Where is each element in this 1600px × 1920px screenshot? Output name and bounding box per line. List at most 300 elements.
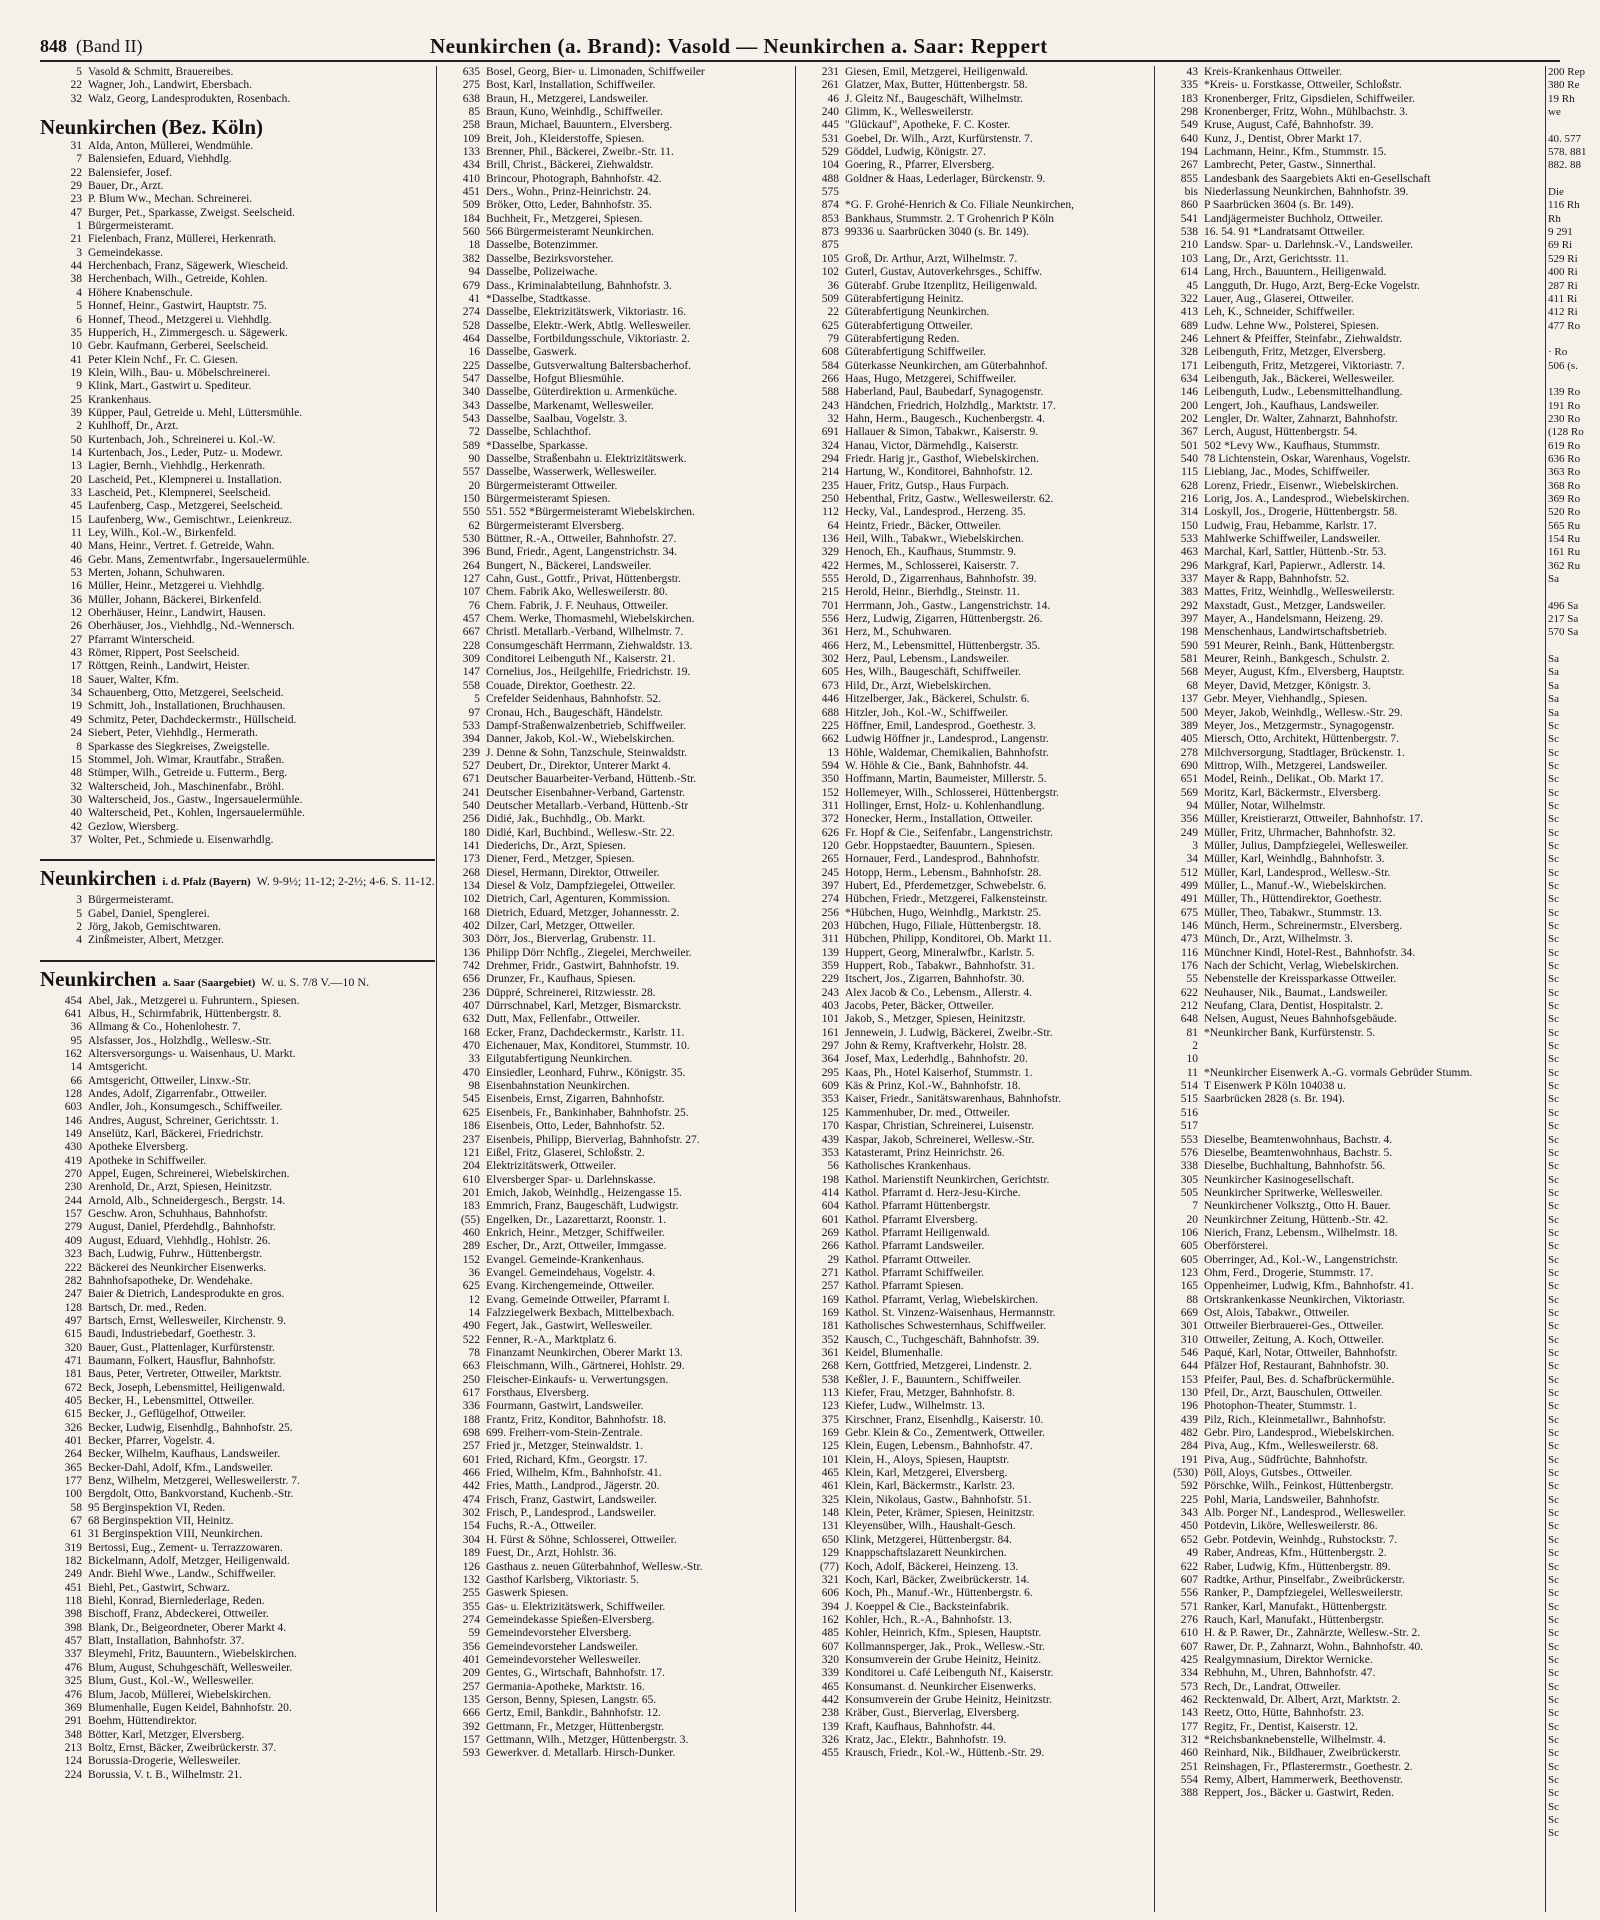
entry-number: 135 bbox=[462, 1693, 480, 1706]
directory-entry bbox=[438, 226, 793, 239]
directory-entry bbox=[40, 1582, 435, 1595]
entry-text: Eisenbeis, Ernst, Zigarren, Bahnhofstr. bbox=[486, 1093, 665, 1106]
entry-text: Raber, Andreas, Kfm., Hüttenbergstr. 2. bbox=[1204, 1547, 1387, 1560]
entry-number: 105 bbox=[821, 252, 839, 265]
entry-number: 476 bbox=[64, 1688, 82, 1701]
entry-number: 169 bbox=[821, 1306, 839, 1319]
edge-fragment: 506 (s. bbox=[1548, 359, 1578, 372]
entry-text: Lorig, Jos. A., Landesprod., Wiebelskirchen. bbox=[1204, 493, 1410, 505]
entry-number: 296 bbox=[1180, 559, 1198, 572]
entry-text: Walz, Georg, Landesprodukten, Rosenbach. bbox=[88, 92, 291, 105]
edge-fragment: Sc bbox=[1548, 839, 1559, 852]
entry-number: 102 bbox=[462, 893, 480, 906]
directory-entry bbox=[40, 407, 435, 420]
entry-text: Haas, Hugo, Metzgerei, Schiffweiler. bbox=[845, 372, 1017, 385]
entry-number: 61 bbox=[70, 1528, 82, 1541]
entry-number: 230 bbox=[64, 1181, 82, 1194]
directory-entry bbox=[438, 66, 793, 79]
directory-entry bbox=[797, 440, 1152, 453]
entry-number: 340 bbox=[462, 386, 480, 399]
directory-entry bbox=[797, 1654, 1152, 1667]
directory-entry bbox=[438, 920, 793, 933]
directory-entry bbox=[40, 995, 435, 1008]
entry-text: Goldner & Haas, Lederlager, Bürckenstr. 9. bbox=[845, 172, 1046, 185]
entry-number: 689 bbox=[1180, 319, 1198, 332]
directory-entry bbox=[797, 626, 1152, 639]
entry-number: 153 bbox=[1180, 1373, 1198, 1386]
entry-text: Müller, Julius, Dampfziegelei, Wellesweiler. bbox=[1204, 839, 1409, 852]
entry-number: 509 bbox=[821, 292, 839, 305]
entry-number: 430 bbox=[64, 1141, 82, 1154]
entry-text: Evangel. Gemeindehaus, Vogelstr. 4. bbox=[486, 1266, 656, 1279]
entry-text: Dasselbe, Polizeiwache. bbox=[486, 266, 598, 279]
directory-entry bbox=[1156, 1547, 1542, 1560]
edge-fragment: Sc bbox=[1548, 1627, 1559, 1640]
directory-entry bbox=[438, 1240, 793, 1253]
entry-number: 465 bbox=[821, 1467, 839, 1480]
entry-number: 148 bbox=[821, 1507, 839, 1520]
entry-text: Crefelder Seidenhaus, Bahnhofstr. 52. bbox=[486, 693, 662, 706]
entry-text: Müller, Th., Hüttendirektor, Goethestr. bbox=[1204, 893, 1382, 906]
entry-text: Hübchen, Friedr., Metzgerei, Falkensteinstr. bbox=[845, 893, 1048, 906]
entry-number: 68 bbox=[1186, 679, 1198, 692]
entry-number: 556 bbox=[821, 613, 839, 626]
entry-text: Gaswerk Spiesen. bbox=[486, 1587, 569, 1600]
entry-text: Kathol. Pfarramt d. Herz-Jesu-Kirche. bbox=[845, 1186, 1021, 1199]
entry-number: 9 bbox=[76, 380, 82, 393]
directory-entry bbox=[797, 1334, 1152, 1347]
directory-entry bbox=[1156, 1174, 1542, 1187]
entry-number: 33 bbox=[468, 1053, 480, 1066]
directory-entry bbox=[1156, 1614, 1542, 1627]
entry-number: 249 bbox=[1180, 826, 1198, 839]
entry-number: 397 bbox=[821, 879, 839, 892]
directory-entry bbox=[1156, 880, 1542, 893]
entry-number: 457 bbox=[462, 613, 480, 626]
directory-entry bbox=[1156, 1374, 1542, 1387]
entry-text: *Neunkircher Bank, Kurfürstenstr. 5. bbox=[1204, 1026, 1376, 1039]
directory-entry bbox=[40, 180, 435, 193]
directory-entry bbox=[40, 647, 435, 660]
entry-number: 605 bbox=[821, 666, 839, 679]
entry-text: Dasselbe, Elektrizitätswerk, Viktoriastr. 16. bbox=[486, 306, 686, 319]
directory-entry bbox=[1156, 1254, 1542, 1267]
edge-fragment: Sc bbox=[1548, 1000, 1559, 1013]
directory-entry bbox=[438, 173, 793, 186]
entry-text: Hubert, Ed., Pferdemetzger, Schwebelstr. 6. bbox=[845, 879, 1047, 892]
entry-text: Emich, Jakob, Weinhdlg., Heizengasse 15. bbox=[486, 1186, 682, 1199]
entry-number: 365 bbox=[64, 1461, 82, 1474]
entry-number: 672 bbox=[64, 1381, 82, 1394]
directory-entry bbox=[438, 1387, 793, 1400]
entry-number: 601 bbox=[821, 1213, 839, 1226]
directory-entry bbox=[1156, 1013, 1542, 1026]
directory-entry bbox=[1156, 493, 1542, 506]
entry-number: 593 bbox=[462, 1747, 480, 1760]
directory-entry bbox=[1156, 1681, 1542, 1694]
edge-fragment: Sc bbox=[1548, 1200, 1559, 1213]
entry-text: Gasthof Karlsberg, Viktoriastr. 5. bbox=[486, 1573, 639, 1586]
entry-text: Bartsch, Ernst, Wellesweiler, Kirchenstr. 9. bbox=[88, 1314, 287, 1327]
directory-entry bbox=[438, 1601, 793, 1614]
entry-number: 470 bbox=[462, 1040, 480, 1053]
entry-number: 19 bbox=[70, 700, 82, 713]
entry-text: Kathol. Pfarramt Landsweiler. bbox=[845, 1240, 985, 1253]
entry-text: Klein, Eugen, Lebensm., Bahnhofstr. 47. bbox=[845, 1440, 1033, 1453]
edge-fragment: Sc bbox=[1548, 1280, 1559, 1293]
entry-text: Hornauer, Ferd., Landesprod., Bahnhofstr. bbox=[845, 853, 1040, 866]
entry-number: 132 bbox=[462, 1573, 480, 1586]
entry-text: Photophon-Theater, Stummstr. 1. bbox=[1204, 1400, 1357, 1413]
entry-number: 590 bbox=[1180, 639, 1198, 652]
directory-entry bbox=[797, 186, 1152, 199]
entry-text: Kathol. Pfarramt Hüttenbergstr. bbox=[845, 1200, 991, 1213]
directory-entry bbox=[1156, 1761, 1542, 1774]
entry-text: Borussia, V. t. B., Wilhelmstr. 21. bbox=[88, 1768, 243, 1781]
entry-number: 188 bbox=[462, 1413, 480, 1426]
edge-fragment: Sc bbox=[1548, 1440, 1559, 1453]
directory-entry bbox=[438, 800, 793, 813]
entry-text: Dasselbe, Wasserwerk, Wellesweiler. bbox=[486, 466, 657, 479]
directory-entry bbox=[1156, 1467, 1542, 1480]
entry-number: 165 bbox=[1180, 1280, 1198, 1293]
entry-number: 409 bbox=[64, 1234, 82, 1247]
directory-entry bbox=[40, 380, 435, 393]
section-heading-pfalz bbox=[40, 859, 435, 894]
entry-text: Meyer, August, Kfm., Elversberg, Hauptstr. bbox=[1204, 666, 1405, 679]
directory-entry bbox=[797, 1294, 1152, 1307]
directory-entry bbox=[1156, 1440, 1542, 1453]
entry-number: 49 bbox=[1186, 1547, 1198, 1560]
entry-number: 312 bbox=[1180, 1733, 1198, 1746]
entry-number: 329 bbox=[821, 546, 839, 559]
entry-number: 141 bbox=[462, 839, 480, 852]
entry-number: 2 bbox=[76, 920, 82, 933]
edge-fragment bbox=[1548, 373, 1600, 386]
entry-text: Christl. Metallarb.-Verband, Wilhelmstr. 7. bbox=[486, 626, 684, 639]
entry-number: 634 bbox=[1180, 372, 1198, 385]
entry-text: Lagier, Bernh., Viehhdlg., Herkenrath. bbox=[88, 460, 266, 473]
entry-text: Meyer, David, Metzger, Königstr. 3. bbox=[1204, 679, 1371, 692]
directory-entry bbox=[438, 199, 793, 212]
entry-number: 256 bbox=[462, 813, 480, 826]
entry-text: Neufang, Clara, Dentist, Hospitalstr. 2. bbox=[1204, 1000, 1384, 1013]
entry-number: 295 bbox=[821, 1066, 839, 1079]
entry-number: 455 bbox=[821, 1747, 839, 1760]
directory-entry bbox=[438, 266, 793, 279]
directory-entry bbox=[438, 1667, 793, 1680]
entry-number: 442 bbox=[462, 1480, 480, 1493]
directory-entry bbox=[40, 273, 435, 286]
entry-number: 36 bbox=[827, 279, 839, 292]
entry-number: 667 bbox=[462, 626, 480, 639]
entry-text: Deubert, Dr., Direktor, Unterer Markt 4. bbox=[486, 759, 671, 772]
entry-number: 601 bbox=[462, 1453, 480, 1466]
entry-number: 250 bbox=[462, 1373, 480, 1386]
directory-entry bbox=[1156, 1200, 1542, 1213]
entry-text: Dampf-Straßenwalzenbetrieb, Schiffweiler. bbox=[486, 719, 687, 732]
entry-text: 16. 54. 91 *Landratsamt Ottweiler. bbox=[1204, 226, 1365, 239]
directory-entry bbox=[797, 66, 1152, 79]
edge-fragment: Sc bbox=[1548, 1560, 1559, 1573]
directory-entry bbox=[40, 153, 435, 166]
entry-number: 10 bbox=[1186, 1053, 1198, 1066]
entry-number: 603 bbox=[64, 1101, 82, 1114]
entry-number: 94 bbox=[468, 266, 480, 279]
directory-entry bbox=[40, 1101, 435, 1114]
entry-text: Bartsch, Dr. med., Reden. bbox=[88, 1301, 207, 1314]
directory-entry bbox=[797, 1520, 1152, 1533]
edge-fragment: 412 Ri bbox=[1548, 306, 1578, 319]
directory-entry bbox=[40, 781, 435, 794]
edge-fragment: 565 Ru bbox=[1548, 519, 1581, 532]
entry-number: 268 bbox=[821, 1360, 839, 1373]
entry-text: Josef, Max, Lederhdlg., Bahnhofstr. 20. bbox=[845, 1053, 1028, 1066]
entry-text: Andr. Biehl Wwe., Landw., Schiffweiler. bbox=[88, 1568, 276, 1581]
entry-text: Burger, Pet., Sparkasse, Zweigst. Seelscheid. bbox=[88, 206, 295, 219]
entry-number: 305 bbox=[1180, 1173, 1198, 1186]
directory-entry bbox=[1156, 600, 1542, 613]
directory-entry bbox=[40, 554, 435, 567]
directory-entry bbox=[438, 867, 793, 880]
entry-text: Keßler, J. F., Bauuntern., Schiffweiler. bbox=[845, 1373, 1022, 1386]
directory-entry bbox=[1156, 907, 1542, 920]
entry-text: Lang, Dr., Arzt, Gerichtsstr. 11. bbox=[1204, 252, 1349, 265]
entry-text: Dasselbe, Markenamt, Wellesweiler. bbox=[486, 399, 654, 412]
edge-fragment: Sc bbox=[1548, 1827, 1559, 1840]
edge-fragment: 154 Ru bbox=[1548, 533, 1581, 546]
entry-text: Koch, Karl, Bäcker, Zweibrückerstr. 14. bbox=[845, 1573, 1030, 1586]
entry-text: Klein, Karl, Bäckermstr., Karlstr. 23. bbox=[845, 1480, 1015, 1493]
entry-text: Abel, Jak., Metzgerei u. Fuhruntern., Spiesen. bbox=[88, 994, 300, 1007]
edge-fragment: 217 Sa bbox=[1548, 613, 1579, 626]
entry-number: 225 bbox=[462, 359, 480, 372]
entry-number: 162 bbox=[821, 1613, 839, 1626]
entry-number: 605 bbox=[1180, 1253, 1198, 1266]
entry-number: 860 bbox=[1180, 199, 1198, 212]
edge-fragment: Sc bbox=[1548, 1587, 1559, 1600]
entry-text: *Reichsbanknebenstelle, Wilhelmstr. 4. bbox=[1204, 1733, 1386, 1746]
entry-number: 555 bbox=[821, 573, 839, 586]
entry-number: 250 bbox=[821, 493, 839, 505]
entry-number: 398 bbox=[64, 1621, 82, 1634]
directory-entry bbox=[40, 1555, 435, 1568]
entry-number: 32 bbox=[70, 92, 82, 105]
entry-text: Potdevin, Liköre, Wellesweilerstr. 86. bbox=[1204, 1520, 1378, 1533]
entry-text: Klink, Metzgerei, Hüttenbergstr. 84. bbox=[845, 1533, 1012, 1546]
column-4 bbox=[1156, 66, 1542, 1916]
entry-number: 101 bbox=[821, 1453, 839, 1466]
directory-entry bbox=[438, 1747, 793, 1760]
entry-number: 265 bbox=[821, 853, 839, 866]
entry-text: Fleischmann, Wilh., Gärtnerei, Hohlstr. 29. bbox=[486, 1360, 685, 1373]
entry-number: 47 bbox=[70, 206, 82, 219]
entry-number: 397 bbox=[1180, 613, 1198, 626]
entry-text: Bürgermeisteramt. bbox=[88, 220, 174, 233]
directory-entry bbox=[438, 1614, 793, 1627]
directory-entry bbox=[797, 853, 1152, 866]
directory-entry bbox=[797, 1614, 1152, 1627]
entry-number: 88 bbox=[1186, 1293, 1198, 1306]
edge-fragment: 40. 577 bbox=[1548, 132, 1581, 145]
entry-number: 690 bbox=[1180, 759, 1198, 772]
directory-entry bbox=[438, 1027, 793, 1040]
entry-number: 625 bbox=[462, 1106, 480, 1119]
directory-entry bbox=[438, 1000, 793, 1013]
directory-entry bbox=[40, 193, 435, 206]
entry-number: 594 bbox=[821, 759, 839, 772]
entry-text: Geschw. Aron, Schuhhaus, Bahnhofstr. bbox=[88, 1208, 268, 1221]
directory-entry bbox=[40, 287, 435, 300]
entry-number: 2 bbox=[1192, 1040, 1198, 1053]
directory-entry bbox=[438, 600, 793, 613]
entry-number: 40 bbox=[70, 540, 82, 553]
edge-fragment: Sc bbox=[1548, 1480, 1559, 1493]
directory-entry bbox=[1156, 280, 1542, 293]
entry-number: 403 bbox=[821, 1000, 839, 1013]
entry-text: Bischoff, Franz, Abdeckerei, Ottweiler. bbox=[88, 1608, 269, 1621]
directory-entry bbox=[40, 567, 435, 580]
edge-fragment: Sc bbox=[1548, 1266, 1559, 1279]
entry-text: Knappschaftslazarett Neunkirchen. bbox=[845, 1547, 1007, 1560]
directory-entry bbox=[797, 1440, 1152, 1453]
directory-entry bbox=[1156, 1227, 1542, 1240]
directory-entry bbox=[438, 626, 793, 639]
saar-title: Neunkirchen bbox=[40, 966, 157, 991]
entry-text: Kathol. Pfarramt Ottweiler. bbox=[845, 1253, 971, 1266]
entry-number: 176 bbox=[1180, 960, 1198, 973]
directory-entry bbox=[1156, 653, 1542, 666]
entry-number: 204 bbox=[462, 1160, 480, 1173]
directory-entry bbox=[797, 1280, 1152, 1293]
entry-number: 367 bbox=[1180, 426, 1198, 439]
entry-number: 464 bbox=[462, 332, 480, 345]
edge-fragment: 116 Rh bbox=[1548, 199, 1580, 212]
directory-entry bbox=[438, 1534, 793, 1547]
directory-entry bbox=[438, 400, 793, 413]
entry-number: 557 bbox=[462, 466, 480, 479]
entry-number: 209 bbox=[462, 1667, 480, 1680]
entry-text: Anselütz, Karl, Bäckerei, Friedrichstr. bbox=[88, 1128, 264, 1141]
directory-entry bbox=[438, 760, 793, 773]
entry-text: Küpper, Paul, Getreide u. Mehl, Lüttersmühle. bbox=[88, 406, 303, 419]
entry-text: Saarbrücken 2828 (s. Br. 194). bbox=[1204, 1093, 1345, 1106]
directory-entry bbox=[438, 1440, 793, 1453]
entry-text: Kuhlhoff, Dr., Arzt. bbox=[88, 420, 179, 433]
entry-number: 58 bbox=[70, 1501, 82, 1514]
directory-entry bbox=[797, 1667, 1152, 1680]
entry-number: 650 bbox=[821, 1533, 839, 1546]
directory-entry bbox=[797, 1200, 1152, 1213]
directory-entry bbox=[797, 239, 1152, 252]
entry-number: 150 bbox=[462, 493, 480, 505]
entry-text: Boehm, Hüttendirektor. bbox=[88, 1715, 197, 1728]
entry-number: 465 bbox=[821, 1680, 839, 1693]
entry-number: 352 bbox=[821, 1333, 839, 1346]
directory-entry bbox=[797, 1160, 1152, 1173]
entry-text: Oberringer, Ad., Kol.-W., Langenstrichstr. bbox=[1204, 1253, 1398, 1266]
directory-entry bbox=[1156, 1507, 1542, 1520]
directory-entry bbox=[438, 680, 793, 693]
directory-entry bbox=[1156, 173, 1542, 186]
entry-text: Becker, J., Geflügelhof, Ottweiler. bbox=[88, 1408, 246, 1421]
entry-text: T Eisenwerk P Köln 104038 u. bbox=[1204, 1080, 1346, 1093]
entry-number: 325 bbox=[64, 1675, 82, 1688]
entry-number: 267 bbox=[1180, 159, 1198, 172]
entry-number: 463 bbox=[1180, 546, 1198, 559]
entry-number: 229 bbox=[821, 973, 839, 986]
entry-text: Kreis-Krankenhaus Ottweiler. bbox=[1204, 66, 1342, 78]
entry-text: Katasteramt, Prinz Heinrichstr. 26. bbox=[845, 1146, 1005, 1159]
entry-number: 36 bbox=[70, 593, 82, 606]
entry-number: 177 bbox=[64, 1475, 82, 1487]
directory-entry bbox=[797, 840, 1152, 853]
entry-number: 191 bbox=[1180, 1453, 1198, 1466]
edge-fragment: Sc bbox=[1548, 1066, 1559, 1079]
directory-entry bbox=[40, 767, 435, 780]
directory-entry bbox=[797, 1307, 1152, 1320]
next-page-edge bbox=[1548, 66, 1600, 1916]
directory-entry bbox=[438, 1147, 793, 1160]
entry-number: 396 bbox=[462, 546, 480, 559]
entry-text: Oberhäuser, Jos., Viehhdlg., Nd.-Wennersch. bbox=[88, 620, 295, 633]
directory-entry bbox=[40, 447, 435, 460]
directory-entry bbox=[40, 1168, 435, 1181]
entry-text: Herz, Paul, Lebensm., Landsweiler. bbox=[845, 653, 1010, 666]
entry-number: 16 bbox=[70, 580, 82, 593]
entry-text: "Glückauf", Apotheke, F. C. Koster. bbox=[845, 119, 1011, 132]
entry-number: 32 bbox=[827, 412, 839, 425]
entry-text: Dieselbe, Beamtenwohnhaus, Bachstr. 5. bbox=[1204, 1146, 1393, 1159]
entry-number: 31 bbox=[70, 140, 82, 153]
directory-entry bbox=[797, 1467, 1152, 1480]
entry-number: 64 bbox=[827, 519, 839, 532]
entry-number: 626 bbox=[821, 826, 839, 839]
directory-entry bbox=[40, 921, 435, 934]
entry-number: 45 bbox=[70, 500, 82, 513]
directory-entry bbox=[438, 1160, 793, 1173]
entry-number: 610 bbox=[1180, 1627, 1198, 1640]
edge-fragment: Sc bbox=[1548, 1520, 1559, 1533]
entry-text: Boltz, Ernst, Bäcker, Zweibrückerstr. 37. bbox=[88, 1741, 277, 1754]
directory-entry bbox=[438, 640, 793, 653]
entry-text: Gemeindekasse. bbox=[88, 246, 164, 259]
entry-text: Glatzer, Max, Butter, Hüttenbergstr. 58. bbox=[845, 79, 1028, 92]
entry-number: 554 bbox=[1180, 1774, 1198, 1786]
directory-entry bbox=[438, 133, 793, 146]
entry-text: Conditorei Leibenguth Nf., Kaiserstr. 21. bbox=[486, 653, 676, 666]
entry-text: Mittrop, Wilh., Metzgerei, Landsweiler. bbox=[1204, 759, 1388, 772]
directory-entry bbox=[40, 1315, 435, 1328]
directory-entry bbox=[797, 346, 1152, 359]
entry-text: Dasselbe, Hofgut Bliesmühle. bbox=[486, 372, 624, 385]
entry-number: 336 bbox=[462, 1400, 480, 1413]
entry-number: 320 bbox=[821, 1653, 839, 1666]
entry-number: 343 bbox=[462, 399, 480, 412]
directory-entry bbox=[797, 640, 1152, 653]
edge-fragment: Sa bbox=[1548, 653, 1559, 666]
entry-number: 131 bbox=[821, 1520, 839, 1533]
saar-subtitle: a. Saar (Saargebiet) bbox=[162, 976, 256, 989]
entry-number: 310 bbox=[1180, 1333, 1198, 1346]
edge-fragment: Sc bbox=[1548, 933, 1559, 946]
edge-fragment: 578. 881 bbox=[1548, 146, 1587, 159]
directory-entry bbox=[40, 140, 435, 153]
entry-number: 289 bbox=[462, 1240, 480, 1253]
entry-number: 23 bbox=[70, 193, 82, 206]
directory-entry bbox=[1156, 1707, 1542, 1720]
entry-text: Vasold & Schmitt, Brauereibes. bbox=[88, 66, 234, 78]
